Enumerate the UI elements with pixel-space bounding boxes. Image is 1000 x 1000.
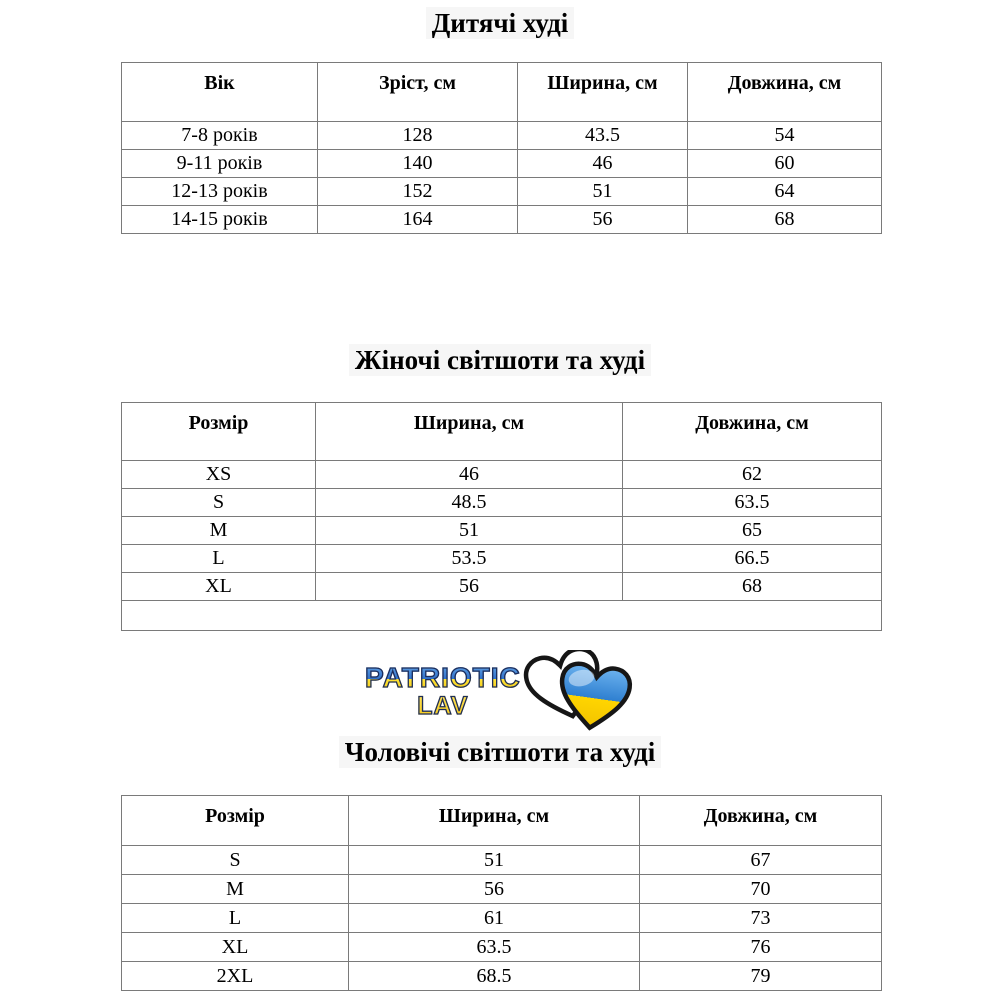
table-row [122, 904, 882, 933]
table-row [122, 875, 882, 904]
data-cell: 140 [318, 150, 518, 178]
data-cell: 66.5 [623, 545, 882, 573]
data-cell: 152 [318, 178, 518, 206]
data-cell: 51 [349, 846, 640, 875]
data-cell: 51 [316, 517, 623, 545]
data-cell: 7-8 років [122, 122, 318, 150]
table-row [122, 517, 882, 545]
table-row [122, 178, 882, 206]
header-cell: Довжина, см [640, 796, 882, 846]
children-table-title: Дитячі худі [0, 7, 1000, 39]
header-cell: Ширина, см [349, 796, 640, 846]
data-cell: 46 [518, 150, 688, 178]
table-empty-row [122, 601, 882, 631]
women-table-title: Жіночі світшоти та худі [0, 344, 1000, 376]
table-row [122, 573, 882, 601]
table-row [122, 206, 882, 234]
header-cell: Зріст, см [318, 63, 518, 122]
header-cell: Розмір [122, 403, 316, 461]
size-table-men [121, 795, 882, 991]
data-cell: 48.5 [316, 489, 623, 517]
header-cell: Вік [122, 63, 318, 122]
data-cell: 56 [518, 206, 688, 234]
data-cell: XS [122, 461, 316, 489]
data-cell: M [122, 875, 349, 904]
header-cell: Ширина, см [518, 63, 688, 122]
data-cell: 63.5 [623, 489, 882, 517]
data-cell: 62 [623, 461, 882, 489]
data-cell: L [122, 904, 349, 933]
data-cell: 53.5 [316, 545, 623, 573]
table-row [122, 962, 882, 991]
brand-name [365, 663, 521, 720]
data-cell: 60 [688, 150, 882, 178]
table-row [122, 150, 882, 178]
header-cell: Довжина, см [623, 403, 882, 461]
data-cell: 64 [688, 178, 882, 206]
data-cell: 2XL [122, 962, 349, 991]
header-cell: Розмір [122, 796, 349, 846]
data-cell: 68 [688, 206, 882, 234]
table-header-row [122, 403, 882, 461]
data-cell: XL [122, 933, 349, 962]
data-cell: S [122, 846, 349, 875]
brand-name-line1: PATRIOTIC [365, 661, 521, 693]
data-cell: 43.5 [518, 122, 688, 150]
data-cell: 14-15 років [122, 206, 318, 234]
data-cell: 164 [318, 206, 518, 234]
data-cell: 70 [640, 875, 882, 904]
data-cell: 73 [640, 904, 882, 933]
data-cell: 46 [316, 461, 623, 489]
data-cell: 128 [318, 122, 518, 150]
table-row [122, 489, 882, 517]
brand-logo [365, 650, 645, 734]
header-cell: Ширина, см [316, 403, 623, 461]
data-cell: 76 [640, 933, 882, 962]
data-cell: XL [122, 573, 316, 601]
table-row [122, 846, 882, 875]
data-cell: M [122, 517, 316, 545]
data-cell: 9-11 років [122, 150, 318, 178]
data-cell: 67 [640, 846, 882, 875]
brand-name-line2: LAV [417, 691, 469, 720]
table-row [122, 545, 882, 573]
data-cell: 54 [688, 122, 882, 150]
data-cell: 79 [640, 962, 882, 991]
size-table-women [121, 402, 882, 631]
table-row [122, 461, 882, 489]
data-cell: 63.5 [349, 933, 640, 962]
men-table-title: Чоловічі світшоти та худі [0, 736, 1000, 768]
data-cell: 68 [623, 573, 882, 601]
data-cell: S [122, 489, 316, 517]
data-cell: 56 [349, 875, 640, 904]
data-cell: 51 [518, 178, 688, 206]
header-cell: Довжина, см [688, 63, 882, 122]
size-table-children [121, 62, 882, 234]
data-cell: 68.5 [349, 962, 640, 991]
data-cell: 65 [623, 517, 882, 545]
table-header-row [122, 796, 882, 846]
data-cell: L [122, 545, 316, 573]
table-header-row [122, 63, 882, 122]
data-cell: 56 [316, 573, 623, 601]
table-row [122, 122, 882, 150]
empty-cell [122, 601, 882, 631]
data-cell: 12-13 років [122, 178, 318, 206]
ukraine-flag-hearts-icon [523, 650, 635, 734]
table-row [122, 933, 882, 962]
data-cell: 61 [349, 904, 640, 933]
